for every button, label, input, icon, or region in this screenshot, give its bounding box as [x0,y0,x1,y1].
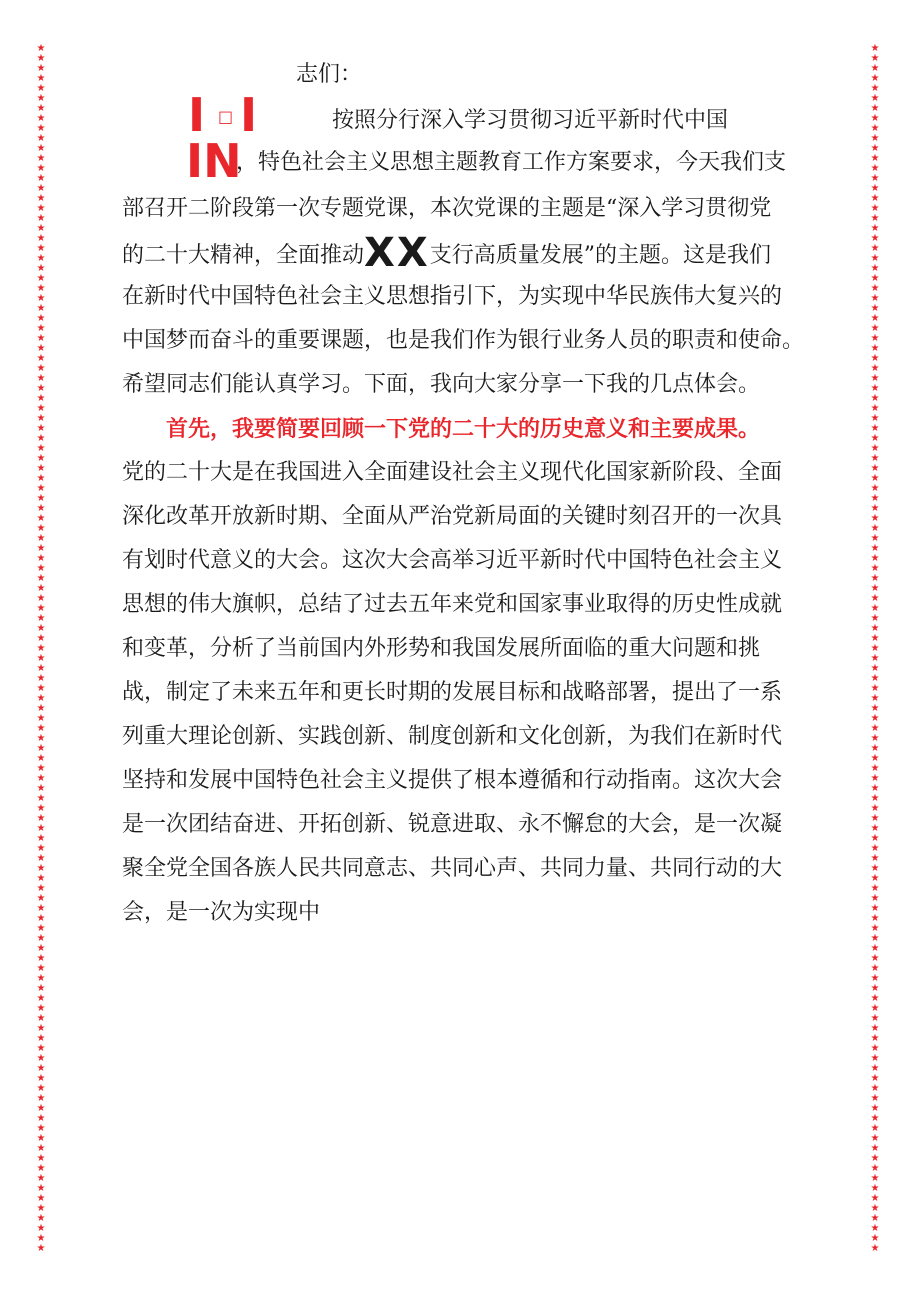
star-icon: ★ [36,1123,46,1134]
star-icon: ★ [36,423,46,434]
star-icon: ★ [36,183,46,194]
star-icon: ★ [36,343,46,354]
red-mark-box: □ [218,107,234,126]
star-icon: ★ [870,743,880,754]
star-icon: ★ [870,693,880,704]
para1-line2: ，特色社会主义思想主题教育工作方案要求，今天我们支 [236,150,787,175]
star-icon: ★ [870,1203,880,1214]
star-icon: ★ [870,493,880,504]
para2-line: 有划时代意义的大会。这次大会高举习近平新时代中国特色社会主义 [122,548,783,573]
star-icon: ★ [870,1003,880,1014]
star-icon: ★ [870,563,880,574]
para1-line1: 按照分行深入学习贯彻习近平新时代中国 [332,108,729,133]
para1-line6: 中国梦而奋斗的重要课题，也是我们作为银行业务人员的职责和使命。 [122,328,805,353]
star-icon: ★ [870,523,880,534]
star-icon: ★ [870,943,880,954]
star-icon: ★ [36,723,46,734]
star-icon: ★ [36,1243,46,1254]
para1-line7: 希望同志们能认真学习。下面，我向大家分享一下我的几点体会。 [122,372,761,397]
star-icon: ★ [870,1243,880,1254]
star-icon: ★ [870,1153,880,1164]
star-icon: ★ [36,503,46,514]
star-icon: ★ [36,693,46,704]
star-icon: ★ [870,1033,880,1044]
star-icon: ★ [870,1133,880,1144]
star-icon: ★ [870,283,880,294]
star-icon: ★ [36,403,46,414]
star-icon: ★ [36,833,46,844]
star-icon: ★ [36,943,46,954]
star-icon: ★ [870,333,880,344]
star-icon: ★ [36,203,46,214]
star-icon: ★ [36,153,46,164]
star-icon: ★ [870,1183,880,1194]
star-icon: ★ [870,583,880,594]
star-icon: ★ [870,313,880,324]
star-icon: ★ [36,1183,46,1194]
star-icon: ★ [36,493,46,504]
star-icon: ★ [870,63,880,74]
star-icon: ★ [870,143,880,154]
star-icon: ★ [36,913,46,924]
para2-line: 列重大理论创新、实践创新、制度创新和文化创新，为我们在新时代 [122,724,783,749]
star-icon: ★ [870,183,880,194]
star-icon: ★ [870,653,880,664]
star-icon: ★ [870,823,880,834]
star-icon: ★ [36,1203,46,1214]
star-icon: ★ [870,113,880,124]
star-icon: ★ [870,683,880,694]
star-icon: ★ [870,323,880,334]
star-icon: ★ [36,353,46,364]
star-icon: ★ [36,553,46,564]
star-icon: ★ [870,253,880,264]
star-icon: ★ [870,383,880,394]
star-icon: ★ [870,1233,880,1244]
star-icon: ★ [870,543,880,554]
star-icon: ★ [870,353,880,364]
star-icon: ★ [36,303,46,314]
star-icon: ★ [36,743,46,754]
star-icon: ★ [870,263,880,274]
star-icon: ★ [36,1053,46,1064]
star-icon: ★ [36,1023,46,1034]
star-icon: ★ [36,1063,46,1074]
star-icon: ★ [36,453,46,464]
star-icon: ★ [870,703,880,714]
star-icon: ★ [36,523,46,534]
star-icon: ★ [870,733,880,744]
star-icon: ★ [870,533,880,544]
star-icon: ★ [36,893,46,904]
star-icon: ★ [870,173,880,184]
star-icon: ★ [36,763,46,774]
star-icon: ★ [36,953,46,964]
star-icon: ★ [870,373,880,384]
star-icon: ★ [870,453,880,464]
star-icon: ★ [36,973,46,984]
star-icon: ★ [36,623,46,634]
para2-line: 思想的伟大旗帜，总结了过去五年来党和国家事业取得的历史性成就 [122,592,783,617]
star-icon: ★ [36,223,46,234]
star-icon: ★ [36,443,46,454]
star-icon: ★ [870,963,880,974]
star-icon: ★ [870,213,880,224]
para2-line: 坚持和发展中国特色社会主义提供了根本遵循和行动指南。这次大会 [122,768,783,793]
star-icon: ★ [36,683,46,694]
star-icon: ★ [36,233,46,244]
star-icon: ★ [36,63,46,74]
star-icon: ★ [36,643,46,654]
para2-line: 深化改革开放新时期、全面从严治党新局面的关键时刻召开的一次具 [122,504,783,529]
star-icon: ★ [36,863,46,874]
star-icon: ★ [870,633,880,644]
left-star-border [34,44,48,1254]
star-icon: ★ [36,473,46,484]
star-icon: ★ [36,653,46,664]
star-icon: ★ [36,613,46,624]
star-icon: ★ [36,393,46,404]
star-icon: ★ [870,193,880,204]
branch-placeholder-xx: XX [364,230,430,276]
section-heading-1: 首先，我要简要回顾一下党的二十大的历史意义和主要成果。 [166,416,761,442]
star-icon: ★ [36,993,46,1004]
star-icon: ★ [36,213,46,224]
star-icon: ★ [870,1073,880,1084]
star-icon: ★ [870,933,880,944]
star-icon: ★ [870,853,880,864]
para1-line3: 部召开二阶段第一次专题党课，本次党课的主题是“深入学习贯彻党 [122,196,772,221]
star-icon: ★ [870,403,880,414]
star-icon: ★ [870,613,880,624]
star-icon: ★ [870,803,880,814]
star-icon: ★ [870,763,880,774]
star-icon: ★ [870,44,880,54]
star-icon: ★ [36,1033,46,1044]
star-icon: ★ [36,323,46,334]
star-icon: ★ [36,463,46,474]
star-icon: ★ [36,583,46,594]
star-icon: ★ [870,1063,880,1074]
star-icon: ★ [870,93,880,104]
star-icon: ★ [870,1193,880,1204]
star-icon: ★ [870,983,880,994]
star-icon: ★ [36,73,46,84]
star-icon: ★ [870,903,880,914]
star-icon: ★ [870,153,880,164]
star-icon: ★ [870,103,880,114]
star-icon: ★ [36,83,46,94]
star-icon: ★ [870,133,880,144]
star-icon: ★ [870,833,880,844]
star-icon: ★ [36,543,46,554]
star-icon: ★ [36,673,46,684]
star-icon: ★ [36,753,46,764]
star-icon: ★ [870,503,880,514]
star-icon: ★ [36,143,46,154]
star-icon: ★ [870,603,880,614]
star-icon: ★ [36,773,46,784]
star-icon: ★ [36,253,46,264]
star-icon: ★ [870,163,880,174]
star-icon: ★ [36,1093,46,1104]
star-icon: ★ [36,273,46,284]
star-icon: ★ [870,1123,880,1134]
red-mark-right: I [240,88,258,142]
star-icon: ★ [36,733,46,744]
star-icon: ★ [36,243,46,254]
star-icon: ★ [870,123,880,134]
star-icon: ★ [870,813,880,824]
para2-line: 聚全党全国各族人民共同意志、共同心声、共同力量、共同行动的大 [122,856,783,881]
para1-line4-b: 支行高质量发展”的主题。这是我们 [429,243,771,268]
star-icon: ★ [36,533,46,544]
star-icon: ★ [870,233,880,244]
star-icon: ★ [870,303,880,314]
star-icon: ★ [870,73,880,84]
star-icon: ★ [870,1023,880,1034]
star-icon: ★ [870,1143,880,1154]
para2-line: 会，是一次为实现中 [122,900,321,925]
star-icon: ★ [870,783,880,794]
star-icon: ★ [870,1013,880,1024]
star-icon: ★ [870,423,880,434]
star-icon: ★ [870,713,880,724]
star-icon: ★ [870,923,880,934]
star-icon: ★ [36,163,46,174]
star-icon: ★ [870,343,880,354]
star-icon: ★ [36,483,46,494]
star-icon: ★ [870,393,880,404]
star-icon: ★ [870,843,880,854]
star-icon: ★ [36,333,46,344]
star-icon: ★ [36,923,46,934]
star-icon: ★ [870,1173,880,1184]
star-icon: ★ [870,83,880,94]
star-icon: ★ [36,113,46,124]
star-icon: ★ [870,513,880,524]
star-icon: ★ [36,963,46,974]
star-icon: ★ [870,243,880,254]
star-icon: ★ [870,223,880,234]
para1-line4 [122,230,771,276]
star-icon: ★ [870,643,880,654]
star-icon: ★ [36,1003,46,1014]
star-icon: ★ [870,473,880,484]
star-icon: ★ [36,603,46,614]
star-icon: ★ [36,313,46,324]
star-icon: ★ [36,883,46,894]
star-icon: ★ [870,273,880,284]
star-icon: ★ [36,1213,46,1224]
star-icon: ★ [36,53,46,64]
star-icon: ★ [36,1013,46,1024]
star-icon: ★ [36,843,46,854]
star-icon: ★ [36,103,46,114]
star-icon: ★ [36,903,46,914]
star-icon: ★ [870,973,880,984]
star-icon: ★ [870,203,880,214]
star-icon: ★ [870,793,880,804]
star-icon: ★ [36,1153,46,1164]
star-icon: ★ [870,623,880,634]
star-icon: ★ [870,53,880,64]
star-icon: ★ [36,1043,46,1054]
star-icon: ★ [36,593,46,604]
star-icon: ★ [36,383,46,394]
star-icon: ★ [36,1083,46,1094]
star-icon: ★ [36,373,46,384]
star-icon: ★ [870,573,880,584]
star-icon: ★ [36,873,46,884]
star-icon: ★ [870,483,880,494]
para2-line: 是一次团结奋进、开拓创新、锐意进取、永不懈怠的大会，是一次凝 [122,812,783,837]
star-icon: ★ [870,363,880,374]
star-icon: ★ [36,433,46,444]
red-mark-in: IN [186,134,242,188]
star-icon: ★ [36,1133,46,1144]
star-icon: ★ [36,1103,46,1114]
star-icon: ★ [36,1143,46,1154]
star-icon: ★ [870,593,880,604]
star-icon: ★ [870,953,880,964]
star-icon: ★ [36,803,46,814]
star-icon: ★ [870,773,880,784]
star-icon: ★ [870,873,880,884]
star-icon: ★ [36,573,46,584]
star-icon: ★ [36,513,46,524]
star-icon: ★ [36,563,46,574]
star-icon: ★ [870,1103,880,1114]
para2-line: 党的二十大是在我国进入全面建设社会主义现代化国家新阶段、全面 [122,460,783,485]
right-star-border [868,44,882,1254]
star-icon: ★ [36,263,46,274]
star-icon: ★ [870,293,880,304]
star-icon: ★ [870,443,880,454]
star-icon: ★ [870,883,880,894]
star-icon: ★ [36,1173,46,1184]
star-icon: ★ [870,913,880,924]
star-icon: ★ [36,783,46,794]
star-icon: ★ [36,1223,46,1234]
star-icon: ★ [870,1163,880,1174]
star-icon: ★ [36,123,46,134]
star-icon: ★ [870,993,880,1004]
star-icon: ★ [36,983,46,994]
red-mark-left: I [188,88,206,142]
star-icon: ★ [36,44,46,54]
star-icon: ★ [36,823,46,834]
star-icon: ★ [36,363,46,374]
star-icon: ★ [36,663,46,674]
star-icon: ★ [36,933,46,944]
star-icon: ★ [36,853,46,864]
star-icon: ★ [36,1163,46,1174]
star-icon: ★ [870,553,880,564]
star-icon: ★ [36,413,46,424]
star-icon: ★ [870,863,880,874]
star-icon: ★ [870,463,880,474]
star-icon: ★ [36,633,46,644]
star-icon: ★ [870,753,880,764]
star-icon: ★ [870,663,880,674]
star-icon: ★ [36,293,46,304]
star-icon: ★ [870,673,880,684]
star-icon: ★ [870,1083,880,1094]
star-icon: ★ [870,433,880,444]
star-icon: ★ [36,1113,46,1124]
star-icon: ★ [870,413,880,424]
star-icon: ★ [870,893,880,904]
para2-line: 和变革，分析了当前国内外形势和我国发展所面临的重大问题和挑 [122,636,761,661]
star-icon: ★ [36,793,46,804]
star-icon: ★ [36,713,46,724]
star-icon: ★ [36,133,46,144]
star-icon: ★ [870,1223,880,1234]
star-icon: ★ [870,1043,880,1054]
star-icon: ★ [36,1233,46,1244]
para2-line: 战，制定了未来五年和更长时期的发展目标和战略部署，提出了一系 [122,680,783,705]
star-icon: ★ [36,1073,46,1084]
star-icon: ★ [870,1213,880,1224]
star-icon: ★ [870,723,880,734]
star-icon: ★ [36,93,46,104]
star-icon: ★ [36,193,46,204]
greeting-text: 志们： [296,62,363,87]
star-icon: ★ [36,283,46,294]
para1-line4-a: 的二十大精神，全面推动 [122,243,365,268]
star-icon: ★ [36,173,46,184]
star-icon: ★ [36,813,46,824]
star-icon: ★ [870,1093,880,1104]
star-icon: ★ [36,703,46,714]
star-icon: ★ [870,1053,880,1064]
star-icon: ★ [870,1113,880,1124]
para1-line5: 在新时代中国特色社会主义思想指引下，为实现中华民族伟大复兴的 [122,284,783,309]
star-icon: ★ [36,1193,46,1204]
